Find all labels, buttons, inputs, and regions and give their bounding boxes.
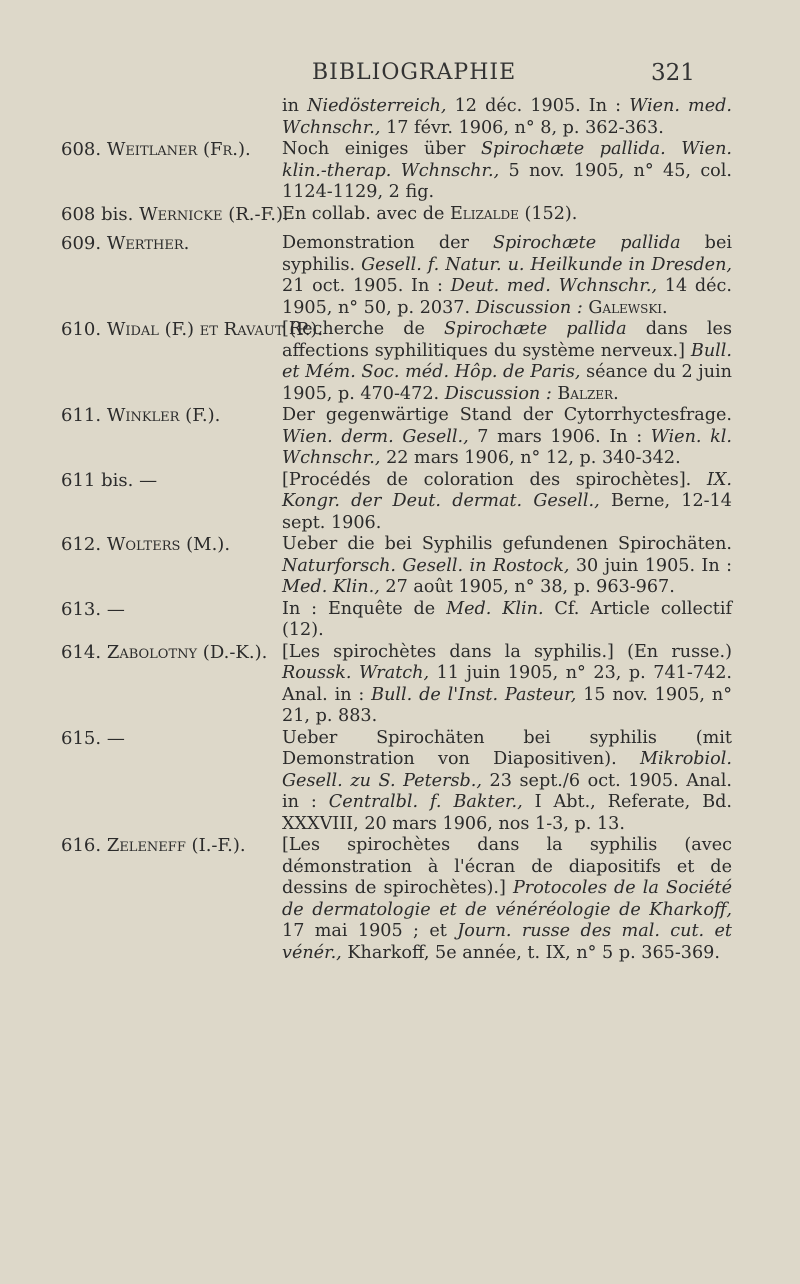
small-caps-run: Galewski. (588, 297, 668, 318)
entry-number: 611 bis. (61, 469, 134, 491)
entry-text (282, 96, 732, 139)
italic-run: Spirochæte pallida. (480, 139, 666, 159)
italic-run: Protocoles de la Société de dermatologie et de vénéréologie de Kharkoff, (282, 878, 732, 920)
page-number: 321 (651, 60, 695, 86)
entry-author: Widal (F.) et Ravaut (P.). (106, 319, 324, 340)
entry-text (282, 319, 732, 405)
entry-label (0, 835, 282, 857)
bibliography-entry (0, 534, 800, 599)
text-run: Noch einiges über (282, 139, 481, 159)
bibliography-entry (0, 139, 800, 204)
bibliography-entry (0, 405, 800, 470)
entry-number: 611. (61, 405, 102, 426)
entry-author: — (139, 469, 158, 491)
italic-run: Deut. med. Wchnschr., (450, 276, 658, 296)
italic-run: Wien. med. Wchnschr., (282, 96, 732, 138)
italic-run: Mikrobiol. Gesell. zu S. Petersb., (282, 749, 732, 791)
text-run: 15 nov. 1905, n° 21, p. 883. (282, 684, 732, 726)
italic-run: Bull. de l'Inst. Pasteur, (371, 684, 577, 705)
entry-label (0, 642, 282, 664)
entry-label (0, 728, 282, 750)
entry-text (282, 599, 732, 642)
text-run: En collab. avec de (282, 203, 450, 224)
bibliography-entry (0, 835, 800, 964)
text-run: 5 nov. 1905, n° 45, col. 1124-1129, 2 fig. (282, 160, 732, 202)
entry-label (0, 534, 282, 556)
italic-run: Wien. kl. Wchnschr., (282, 426, 732, 468)
text-run: 11 juin 1905, n° 23, p. 741-742. Anal. in : (282, 663, 732, 705)
italic-run: Niedösterreich, (307, 96, 447, 116)
text-run: [Les spirochètes dans la syphilis.] (En russe.) (282, 641, 732, 662)
italic-run: Med. Klin., (282, 577, 380, 597)
italic-run: Gesell. f. Natur. u. Heilkunde in Dresden, (361, 254, 732, 275)
italic-run: IX. Kongr. der Deut. dermat. Gesell., (282, 469, 732, 511)
entry-label (0, 319, 324, 341)
italic-run: Wien. klin.-therap. Wchnschr., (282, 139, 733, 181)
entry-number: 608 bis. (61, 203, 134, 225)
text-run: 27 août 1905, n° 38, p. 963-967. (379, 577, 675, 597)
running-title: BIBLIOGRAPHIE (312, 60, 517, 85)
italic-run: Discussion : (475, 297, 583, 318)
entry-author: Wernicke (R.-F.). (139, 203, 289, 225)
italic-run: Naturforsch. Gesell. in Rostock, (282, 555, 570, 576)
entry-number: 615. (61, 727, 102, 749)
text-run: Ueber Spirochäten bei syphilis (mit Demonstration von Diapositiven). (282, 727, 732, 769)
entry-number: 609. (61, 233, 102, 254)
text-run: 17 mai 1905 ; et (282, 921, 458, 941)
entry-author: Zeleneff (I.-F.). (106, 835, 246, 856)
entry-text (282, 204, 732, 226)
entry-number: 616. (61, 835, 102, 856)
italic-run: Journ. russe des mal. cut. et vénér., (282, 921, 732, 963)
text-run: 12 déc. 1905. In : (446, 96, 630, 116)
entry-author: Werther. (106, 233, 190, 254)
entry-number: 608. (61, 139, 102, 160)
bibliography-entry (0, 599, 800, 642)
bibliography-entry (0, 204, 800, 226)
entry-label (0, 470, 282, 492)
continuation-entry (0, 96, 800, 139)
small-caps-run: Elizalde (449, 203, 519, 224)
text-run (666, 139, 682, 159)
text-run: 21 oct. 1905. In : (282, 276, 451, 296)
entry-label (0, 139, 282, 161)
text-run: Der gegenwärtige Stand der Cytorrhyctesfrage. (282, 405, 732, 425)
entry-author: Zabolotny (D.-K.). (106, 641, 268, 663)
text-run: [Procédés de coloration des spirochètes]. (282, 469, 707, 490)
entry-text (282, 642, 732, 728)
entry-label (0, 203, 289, 226)
entry-author: — (106, 727, 125, 749)
bibliography-entry (0, 233, 800, 319)
entry-label (0, 405, 282, 427)
text-run: [Recherche de (282, 319, 444, 339)
entry-label (0, 233, 282, 255)
italic-run: Discussion : (444, 383, 552, 404)
bibliography-entry (0, 470, 800, 535)
text-run: 23 sept./6 oct. 1905. Anal. in : (282, 770, 732, 812)
text-run: 22 mars 1906, n° 12, p. 340-342. (380, 448, 681, 468)
text-run: Ueber die bei Syphilis gefundenen Spirochäten. (282, 534, 732, 554)
text-run: 7 mars 1906. In : (468, 426, 651, 447)
text-run: Kharkoff, 5e année, t. IX, n° 5 p. 365-369. (341, 942, 720, 963)
italic-run: Bull. et Mém. Soc. méd. Hôp. de Paris, (282, 340, 732, 382)
text-run: (152). (518, 203, 578, 224)
entry-number: 612. (61, 534, 102, 555)
text-run: In : Enquête de (282, 598, 447, 619)
text-run: [Les spirochètes dans la syphilis (avec démonstration à l'écran de diapositifs et de dessins de spirochètes).] (282, 835, 732, 898)
entry-text (282, 470, 732, 535)
italic-run: Spirochæte pallida (492, 233, 681, 253)
text-run: Demonstration der (282, 233, 493, 253)
entry-author: — (106, 598, 125, 620)
text-run: 14 déc. 1905, n° 50, p. 2037. (282, 276, 732, 318)
entry-author: Wolters (M.). (106, 534, 231, 555)
italic-run: Centralbl. f. Bakter., (328, 792, 523, 812)
entry-text (282, 835, 732, 964)
entry-text (282, 233, 732, 319)
bibliography-entry (0, 642, 800, 728)
entry-text (282, 405, 732, 470)
italic-run: Med. Klin. (446, 598, 544, 619)
entry-number: 614. (61, 641, 102, 663)
entry-text (282, 728, 732, 836)
running-header (0, 60, 800, 90)
text-run: 17 févr. 1906, n° 8, p. 362-363. (380, 117, 664, 138)
text-run: I Abt., Referate, Bd. XXXVIII, 20 mars 1906, nos 1-3, p. 13. (282, 792, 733, 834)
entry-author: Weitlaner (Fr.). (106, 139, 251, 160)
entry-number: 610. (61, 319, 102, 340)
entry-author: Winkler (F.). (106, 405, 221, 426)
entry-label (0, 599, 282, 621)
small-caps-run: Balzer. (557, 383, 619, 404)
entry-text (282, 139, 732, 204)
text-run: bei syphilis. (282, 233, 732, 275)
text-run: séance du 2 juin 1905, p. 470-472. (282, 362, 732, 404)
italic-run: Wien. derm. Gesell., (282, 426, 469, 447)
entry-number: 613. (61, 598, 102, 620)
text-run: dans les affections syphilitiques du système nerveux.] (282, 319, 732, 361)
text-run: Cf. Article collectif (12). (282, 598, 732, 640)
italic-run: Roussk. Wratch, (282, 663, 430, 683)
bibliography-entry (0, 728, 800, 836)
text-run: in (282, 96, 308, 116)
bibliography-list (0, 96, 800, 964)
italic-run: Spirochæte pallida (443, 319, 627, 339)
text-run: 30 juin 1905. In : (569, 555, 732, 576)
bibliography-entry (0, 319, 800, 405)
entry-text (282, 534, 732, 599)
text-run: Berne, 12-14 sept. 1906. (282, 491, 732, 533)
